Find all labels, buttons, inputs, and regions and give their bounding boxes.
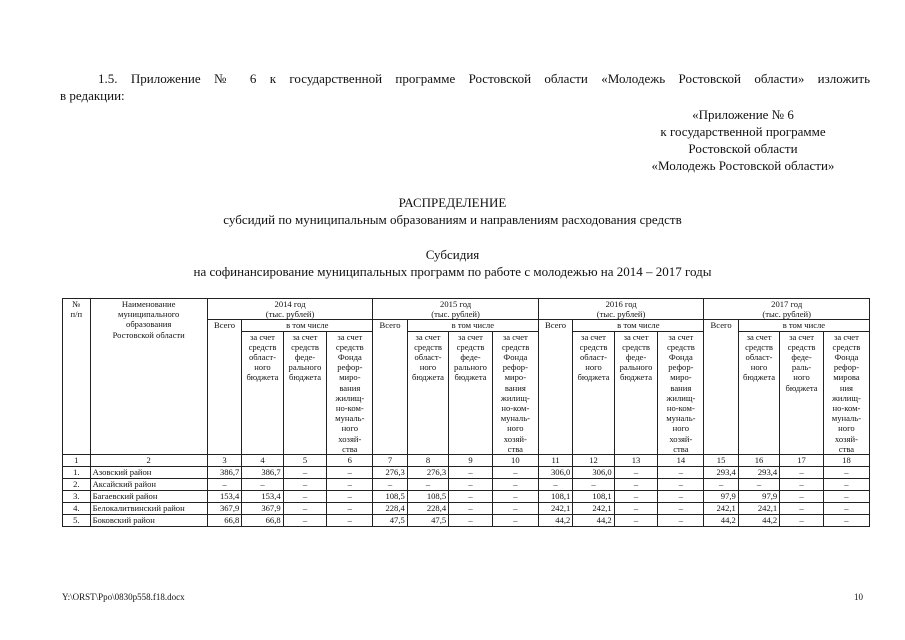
row-value-cell: – xyxy=(614,479,658,491)
row-value-cell: – xyxy=(407,479,448,491)
row-value-cell: 306,0 xyxy=(573,467,614,479)
col-header-federal-budget: за счет средств феде- рального бюджета xyxy=(614,331,658,454)
row-value-cell: 242,1 xyxy=(573,503,614,515)
row-value-cell: – xyxy=(614,503,658,515)
col-header-federal-budget: за счет средств феде- рального бюджета xyxy=(283,331,327,454)
row-value-cell: 367,9 xyxy=(207,503,241,515)
row-value-cell: 386,7 xyxy=(207,467,241,479)
table-row xyxy=(63,503,870,515)
row-value-cell: – xyxy=(492,479,538,491)
heading-subsidy-desc: на софинансирование муниципальных программ по работе с молодежью на 2014 – 2017 годы xyxy=(193,264,712,279)
row-district-name: Аксайский район xyxy=(90,479,207,491)
col-header-regional-budget: за счет средств област- ного бюджета xyxy=(242,331,283,454)
row-value-cell: – xyxy=(327,515,373,527)
col-header-regional-budget: за счет средств област- ного бюджета xyxy=(407,331,448,454)
column-index-cell: 6 xyxy=(327,455,373,467)
row-value-cell: 228,4 xyxy=(373,503,407,515)
row-value-cell: – xyxy=(492,503,538,515)
row-value-cell: 44,2 xyxy=(704,515,738,527)
row-district-name: Азовский район xyxy=(90,467,207,479)
row-value-cell: 108,1 xyxy=(573,491,614,503)
row-value-cell: 276,3 xyxy=(407,467,448,479)
header-row-years xyxy=(63,299,870,320)
col-header-housing-fund: за счет средств Фонда рефор- миро- вания жилищ- но-ком- муналь- ного хозяй- ства xyxy=(658,331,704,454)
column-index-cell: 18 xyxy=(823,455,869,467)
col-header-including: в том числе xyxy=(407,320,538,331)
appendix-line-3: Ростовской области xyxy=(688,141,798,156)
appendix-line-2: к государственной программе xyxy=(660,124,826,139)
footer-file-path: Y:\ORST\Ppo\0830p558.f18.docx xyxy=(62,592,185,602)
column-index-cell: 7 xyxy=(373,455,407,467)
row-value-cell: – xyxy=(449,515,493,527)
row-value-cell: – xyxy=(658,467,704,479)
row-value-cell: – xyxy=(823,515,869,527)
row-value-cell: 108,5 xyxy=(407,491,448,503)
row-value-cell: – xyxy=(538,479,572,491)
row-value-cell: 293,4 xyxy=(738,467,779,479)
col-header-total: Всего xyxy=(373,320,407,455)
col-header-year: 2017 год (тыс. рублей) xyxy=(704,299,870,320)
col-header-year: 2015 год (тыс. рублей) xyxy=(373,299,539,320)
row-value-cell: 108,5 xyxy=(373,491,407,503)
row-value-cell: 44,2 xyxy=(573,515,614,527)
row-value-cell: – xyxy=(327,479,373,491)
row-value-cell: – xyxy=(242,479,283,491)
column-index-cell: 17 xyxy=(780,455,824,467)
subsidy-table xyxy=(62,298,870,527)
row-value-cell: – xyxy=(327,503,373,515)
row-value-cell: – xyxy=(492,491,538,503)
col-header-total: Всего xyxy=(538,320,572,455)
row-value-cell: – xyxy=(449,491,493,503)
row-number: 5. xyxy=(63,515,91,527)
row-value-cell: – xyxy=(780,503,824,515)
row-number: 4. xyxy=(63,503,91,515)
row-value-cell: 153,4 xyxy=(242,491,283,503)
row-value-cell: 66,8 xyxy=(242,515,283,527)
row-number: 2. xyxy=(63,479,91,491)
col-header-total: Всего xyxy=(704,320,738,455)
column-index-cell: 15 xyxy=(704,455,738,467)
row-value-cell: – xyxy=(823,467,869,479)
heading-subsidy: Субсидия xyxy=(425,247,480,262)
row-value-cell: 306,0 xyxy=(538,467,572,479)
appendix-line-1: «Приложение № 6 xyxy=(692,107,794,122)
column-index-cell: 9 xyxy=(449,455,493,467)
col-header-regional-budget: за счет средств област- ного бюджета xyxy=(573,331,614,454)
row-value-cell: 242,1 xyxy=(738,503,779,515)
row-value-cell: 228,4 xyxy=(407,503,448,515)
table-row xyxy=(63,491,870,503)
column-index-cell: 8 xyxy=(407,455,448,467)
row-value-cell: – xyxy=(823,491,869,503)
col-header-year: 2014 год (тыс. рублей) xyxy=(207,299,373,320)
row-value-cell: – xyxy=(573,479,614,491)
row-district-name: Белокалитвинский район xyxy=(90,503,207,515)
row-value-cell: 108,1 xyxy=(538,491,572,503)
row-value-cell: – xyxy=(283,479,327,491)
row-value-cell: – xyxy=(492,467,538,479)
intro-line-1: 1.5. Приложение № 6 к государственной программе Ростовской области «Молодежь Ростовской области» изложить xyxy=(98,71,870,86)
row-value-cell: – xyxy=(283,503,327,515)
intro-line-2: в редакции: xyxy=(60,88,125,103)
row-district-name: Багаевский район xyxy=(90,491,207,503)
col-header-including: в том числе xyxy=(242,320,373,331)
column-index-cell: 13 xyxy=(614,455,658,467)
heading-distribution: РАСПРЕДЕЛЕНИЕ xyxy=(398,195,507,210)
column-index-cell: 4 xyxy=(242,455,283,467)
row-value-cell: – xyxy=(823,479,869,491)
row-value-cell: – xyxy=(780,491,824,503)
row-value-cell: – xyxy=(780,515,824,527)
row-value-cell: – xyxy=(449,479,493,491)
table-row xyxy=(63,467,870,479)
col-header-name: Наименование муниципального образования Ростовской области xyxy=(90,299,207,455)
column-index-cell: 14 xyxy=(658,455,704,467)
col-header-regional-budget: за счет средств област- ного бюджета xyxy=(738,331,779,454)
col-header-year: 2016 год (тыс. рублей) xyxy=(538,299,704,320)
row-value-cell: – xyxy=(658,515,704,527)
row-district-name: Боковский район xyxy=(90,515,207,527)
page-number: 10 xyxy=(854,592,863,602)
heading-subtitle: субсидий по муниципальным образованиям и направлениям расходования средств xyxy=(223,212,682,227)
row-value-cell: – xyxy=(780,467,824,479)
row-value-cell: – xyxy=(780,479,824,491)
appendix-line-4: «Молодежь Ростовской области» xyxy=(651,158,835,173)
row-value-cell: 242,1 xyxy=(538,503,572,515)
row-value-cell: – xyxy=(283,491,327,503)
row-value-cell: 44,2 xyxy=(538,515,572,527)
table-row xyxy=(63,479,870,491)
row-value-cell: – xyxy=(283,467,327,479)
row-value-cell: 97,9 xyxy=(704,491,738,503)
row-value-cell: – xyxy=(327,467,373,479)
row-value-cell: 44,2 xyxy=(738,515,779,527)
column-index-cell: 12 xyxy=(573,455,614,467)
column-index-cell: 16 xyxy=(738,455,779,467)
column-index-cell: 10 xyxy=(492,455,538,467)
row-value-cell: – xyxy=(327,491,373,503)
row-value-cell: – xyxy=(658,503,704,515)
row-value-cell: 153,4 xyxy=(207,491,241,503)
row-number: 3. xyxy=(63,491,91,503)
column-index-cell: 2 xyxy=(90,455,207,467)
intro-paragraph xyxy=(60,70,870,104)
row-value-cell: 47,5 xyxy=(373,515,407,527)
row-value-cell: – xyxy=(704,479,738,491)
col-header-federal-budget: за счет средств феде- рального бюджета xyxy=(449,331,493,454)
row-value-cell: – xyxy=(614,467,658,479)
row-value-cell: – xyxy=(658,479,704,491)
row-value-cell: – xyxy=(283,515,327,527)
row-value-cell: 386,7 xyxy=(242,467,283,479)
row-value-cell: – xyxy=(658,491,704,503)
column-index-cell: 1 xyxy=(63,455,91,467)
row-value-cell: 47,5 xyxy=(407,515,448,527)
row-value-cell: – xyxy=(614,491,658,503)
column-index-row xyxy=(63,455,870,467)
row-value-cell: 367,9 xyxy=(242,503,283,515)
col-header-including: в том числе xyxy=(573,320,704,331)
row-value-cell: – xyxy=(492,515,538,527)
column-index-cell: 3 xyxy=(207,455,241,467)
row-value-cell: 97,9 xyxy=(738,491,779,503)
row-value-cell: – xyxy=(207,479,241,491)
col-header-including: в том числе xyxy=(738,320,869,331)
row-value-cell: 242,1 xyxy=(704,503,738,515)
row-value-cell: – xyxy=(614,515,658,527)
col-header-total: Всего xyxy=(207,320,241,455)
col-header-federal-budget: за счет средств феде- раль- ного бюджета xyxy=(780,331,824,454)
row-value-cell: – xyxy=(823,503,869,515)
col-header-number: № п/п xyxy=(63,299,91,455)
col-header-housing-fund: за счет средств Фонда рефор- мирова ния жилищ- но-ком- муналь- ного хозяй- ства xyxy=(823,331,869,454)
column-index-cell: 11 xyxy=(538,455,572,467)
row-number: 1. xyxy=(63,467,91,479)
col-header-housing-fund: за счет средств Фонда рефор- миро- вания жилищ- но-ком- муналь- ного хозяй- ства xyxy=(492,331,538,454)
row-value-cell: 276,3 xyxy=(373,467,407,479)
column-index-cell: 5 xyxy=(283,455,327,467)
row-value-cell: – xyxy=(373,479,407,491)
row-value-cell: 66,8 xyxy=(207,515,241,527)
row-value-cell: – xyxy=(449,467,493,479)
row-value-cell: – xyxy=(449,503,493,515)
appendix-header xyxy=(623,106,863,174)
row-value-cell: – xyxy=(738,479,779,491)
table-row xyxy=(63,515,870,527)
row-value-cell: 293,4 xyxy=(704,467,738,479)
col-header-housing-fund: за счет средств Фонда рефор- миро- вания жилищ- но-ком- муналь- ного хозяй- ства xyxy=(327,331,373,454)
